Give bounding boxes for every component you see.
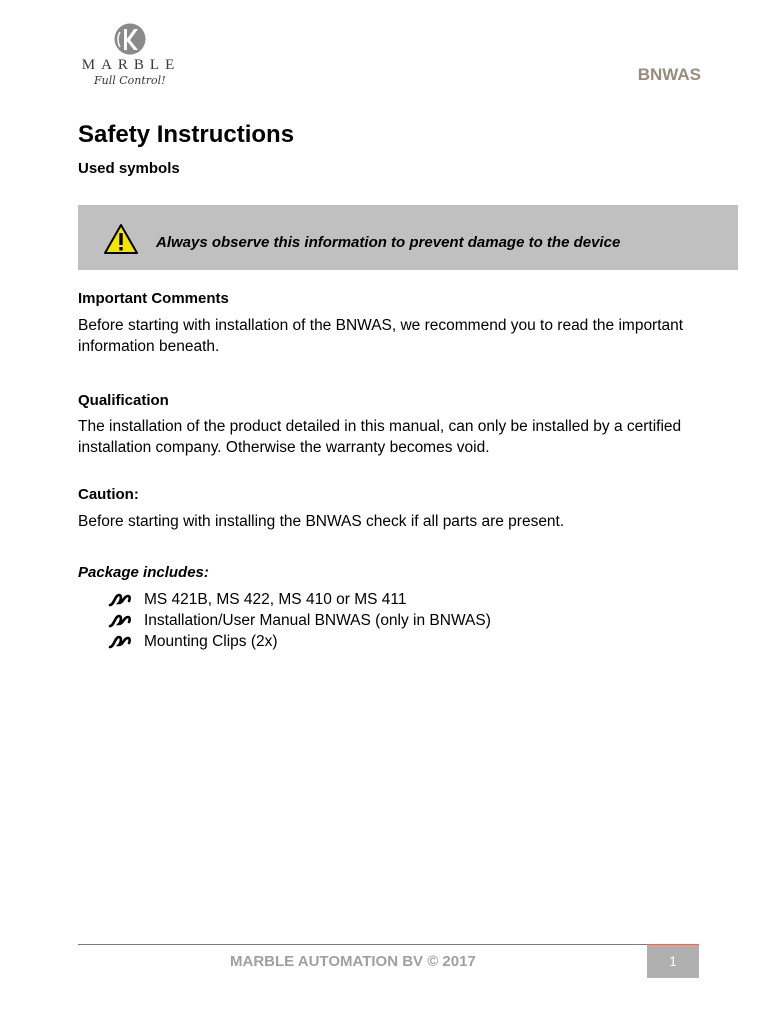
package-item-label: Installation/User Manual BNWAS (only in BNWAS) xyxy=(144,611,491,629)
curl-bullet-icon xyxy=(108,592,132,608)
section-body-caution: Before starting with installing the BNWAS check if all parts are present. xyxy=(78,513,565,530)
page-number: 1 xyxy=(647,945,699,978)
footer-divider xyxy=(78,944,647,945)
logo-brand: MARBLE xyxy=(81,57,181,73)
package-heading: Package includes: xyxy=(78,564,209,581)
section-heading-caution: Caution: xyxy=(78,486,139,503)
package-item-label: MS 421B, MS 422, MS 410 or MS 411 xyxy=(144,590,407,608)
package-list xyxy=(108,589,491,652)
section-body-important-comments: Before starting with installation of the BNWAS, we recommend you to read the important information beneath. xyxy=(78,317,684,355)
section-heading-qualification: Qualification xyxy=(78,392,169,409)
page-subtitle: Used symbols xyxy=(78,160,180,177)
document-label: BNWAS xyxy=(637,65,701,84)
company-logo xyxy=(76,22,186,92)
section-body-qualification: The installation of the product detailed in this manual, can only be installed by a certified installation company. Otherwise the warranty becomes void. xyxy=(78,418,682,456)
logo-tagline: Full Control! xyxy=(94,74,166,87)
package-item-label: Mounting Clips (2x) xyxy=(144,632,278,650)
marble-logo-icon xyxy=(114,22,146,56)
list-item xyxy=(108,589,491,610)
section-heading-important-comments: Important Comments xyxy=(78,290,229,307)
warning-text: Always observe this information to prevent damage to the device xyxy=(156,234,621,251)
curl-bullet-icon xyxy=(108,634,132,650)
footer-copyright: MARBLE AUTOMATION BV © 2017 xyxy=(230,953,476,970)
list-item xyxy=(108,631,491,652)
page-title: Safety Instructions xyxy=(78,121,295,148)
warning-box xyxy=(78,205,738,270)
list-item xyxy=(108,610,491,631)
curl-bullet-icon xyxy=(108,613,132,629)
warning-triangle-icon xyxy=(103,223,139,255)
